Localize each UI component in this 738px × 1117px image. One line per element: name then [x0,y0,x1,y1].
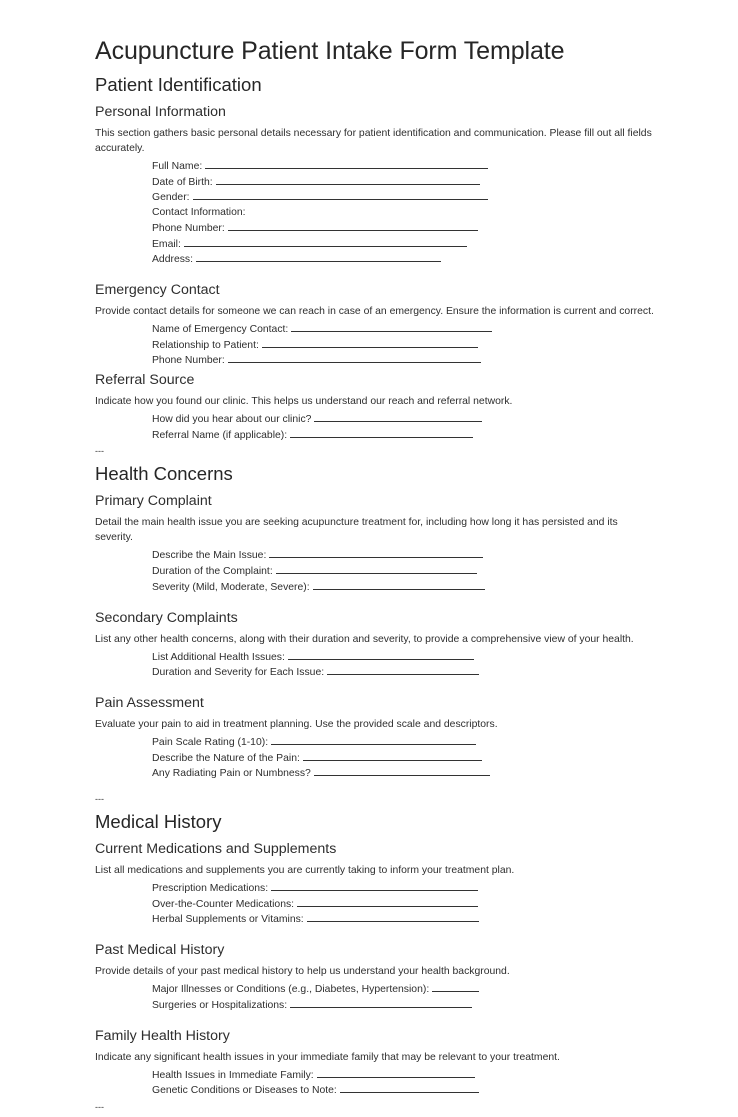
subsection-description: Provide details of your past medical history to help us understand your health background. [95,966,510,978]
subsection-description: Indicate any significant health issues in your immediate family that may be relevant to your treatment. [95,1051,560,1063]
field-input-line[interactable] [205,159,488,169]
field-label: Contact Information: [152,207,246,219]
form-field [152,1068,655,1084]
section-heading: Patient Identification [95,74,262,95]
subsection-heading: Emergency Contact [95,281,220,298]
field-input-line[interactable] [184,237,467,247]
field-input-line[interactable] [297,897,478,907]
field-input-line[interactable] [290,428,473,438]
document-body [95,73,655,1112]
field-label: Health Issues in Immediate Family: [152,1069,314,1081]
section-heading: Health Concerns [95,463,233,485]
field-input-line[interactable] [228,353,481,363]
field-label: Over-the-Counter Medications: [152,898,295,910]
form-field [152,428,655,444]
form-field [152,206,655,221]
field-list [95,412,655,443]
field-label: Surgeries or Hospitalizations: [152,999,288,1011]
form-field [152,897,655,913]
field-input-line[interactable] [291,322,492,332]
section-separator: --- [95,446,104,457]
field-input-line[interactable] [269,548,483,558]
field-label: Full Name: [152,161,203,172]
field-input-line[interactable] [314,412,482,422]
field-input-line[interactable] [317,1068,475,1078]
field-label: Duration and Severity for Each Issue: [152,667,325,679]
field-input-line[interactable] [271,735,476,745]
form-field [152,650,655,666]
field-input-line[interactable] [313,580,485,590]
field-label: Describe the Main Issue: [152,550,267,562]
form-field [152,338,655,354]
spacer [95,596,655,609]
document-title: Acupuncture Patient Intake Form Template [95,37,565,65]
subsection-past-medical-history [95,941,655,1026]
field-label: Phone Number: [152,355,225,367]
spacer [95,1014,655,1027]
field-input-line[interactable] [432,982,479,992]
subsection-description: List all medications and supplements you are currently taking to inform your treatment plan. [95,865,515,877]
field-label: Date of Birth: [152,176,213,188]
field-input-line[interactable] [216,175,480,185]
subsection-secondary-complaints [95,609,655,694]
field-label: Describe the Nature of the Pain: [152,752,300,764]
field-list [95,735,655,782]
field-label: Herbal Supplements or Vitamins: [152,914,304,926]
subsection-heading: Referral Source [95,372,195,389]
subsection-description: Detail the main health issue you are seeking acupuncture treatment for, including how long it has persisted and its severity. [95,517,618,544]
spacer [95,928,655,941]
subsection-heading: Personal Information [95,104,226,120]
field-list [95,548,655,595]
field-label: Email: [152,238,181,250]
field-label: Phone Number: [152,222,225,234]
field-label: Severity (Mild, Moderate, Severe): [152,581,310,593]
field-input-line[interactable] [262,338,478,348]
field-input-line[interactable] [196,252,441,262]
field-label: Gender: [152,192,190,204]
spacer [95,268,655,281]
field-input-line[interactable] [340,1083,479,1093]
field-label: List Additional Health Issues: [152,651,285,663]
field-label: Duration of the Complaint: [152,566,273,578]
subsection-heading: Pain Assessment [95,694,204,711]
field-list [95,159,655,268]
field-list [95,650,655,681]
subsection-description: Evaluate your pain to aid in treatment planning. Use the provided scale and descriptors. [95,718,498,730]
section-health-concerns [95,462,655,804]
subsection-family-health-history [95,1027,655,1102]
field-list [95,881,655,928]
field-list [95,1068,655,1099]
form-field [152,982,655,998]
field-input-line[interactable] [290,998,472,1008]
form-field [152,548,655,564]
subsection-emergency-contact [95,281,655,371]
subsection-heading: Current Medications and Supplements [95,841,337,858]
subsection-description: Indicate how you found our clinic. This helps us understand our reach and referral network. [95,396,513,408]
subsection-heading: Secondary Complaints [95,609,238,626]
field-label: Major Illnesses or Conditions (e.g., Diabetes, Hypertension): [152,984,430,996]
form-field [152,159,655,175]
form-field [152,580,655,596]
form-field [152,665,655,681]
field-input-line[interactable] [314,766,490,776]
form-field [152,353,655,369]
subsection-primary-complaint [95,492,655,608]
subsection-heading: Past Medical History [95,942,225,959]
section-separator: --- [95,794,104,805]
field-label: Pain Scale Rating (1-10): [152,736,269,748]
form-field [152,912,655,928]
field-input-line[interactable] [276,564,477,574]
form-field [152,412,655,428]
field-label: Address: [152,254,194,266]
field-input-line[interactable] [271,881,478,891]
subsection-referral-source [95,371,655,446]
form-field [152,252,655,268]
form-field [152,881,655,897]
form-field [152,322,655,338]
section-heading: Medical History [95,811,222,833]
field-list [95,322,655,369]
field-label: Referral Name (if applicable): [152,429,288,441]
form-field [152,190,655,206]
form-field [152,564,655,580]
subsection-current-medications-and-supplements [95,840,655,941]
spacer [95,782,655,794]
form-field [152,735,655,751]
field-label: Any Radiating Pain or Numbness? [152,768,311,780]
subsection-pain-assessment [95,694,655,794]
form-field [152,237,655,253]
field-label: Name of Emergency Contact: [152,323,289,335]
field-label: Genetic Conditions or Diseases to Note: [152,1085,337,1097]
form-field [152,998,655,1014]
subsection-personal-information [95,103,655,281]
field-label: Relationship to Patient: [152,339,259,351]
section-medical-history [95,810,655,1112]
field-label: How did you hear about our clinic? [152,414,312,426]
section-separator: --- [95,1101,104,1112]
subsection-heading: Primary Complaint [95,493,212,510]
field-input-line[interactable] [307,912,479,922]
form-field [152,766,655,782]
subsection-description: List any other health concerns, along with their duration and severity, to provide a comprehensive view of your health. [95,633,634,645]
field-input-line[interactable] [193,190,488,200]
field-input-line[interactable] [228,221,478,231]
form-field [152,221,655,237]
form-field [152,1083,655,1099]
field-input-line[interactable] [288,650,474,660]
field-label: Prescription Medications: [152,883,269,895]
field-input-line[interactable] [303,751,482,761]
subsection-description: Provide contact details for someone we can reach in case of an emergency. Ensure the information is current and correct. [95,305,654,317]
field-list [95,982,655,1013]
spacer [95,681,655,694]
form-field [152,751,655,767]
field-input-line[interactable] [327,665,479,675]
section-patient-identification [95,73,655,456]
form-field [152,175,655,191]
subsection-heading: Family Health History [95,1027,230,1044]
subsection-description: This section gathers basic personal details necessary for patient identification and communication. Please fill out all fields accurately. [95,128,652,154]
